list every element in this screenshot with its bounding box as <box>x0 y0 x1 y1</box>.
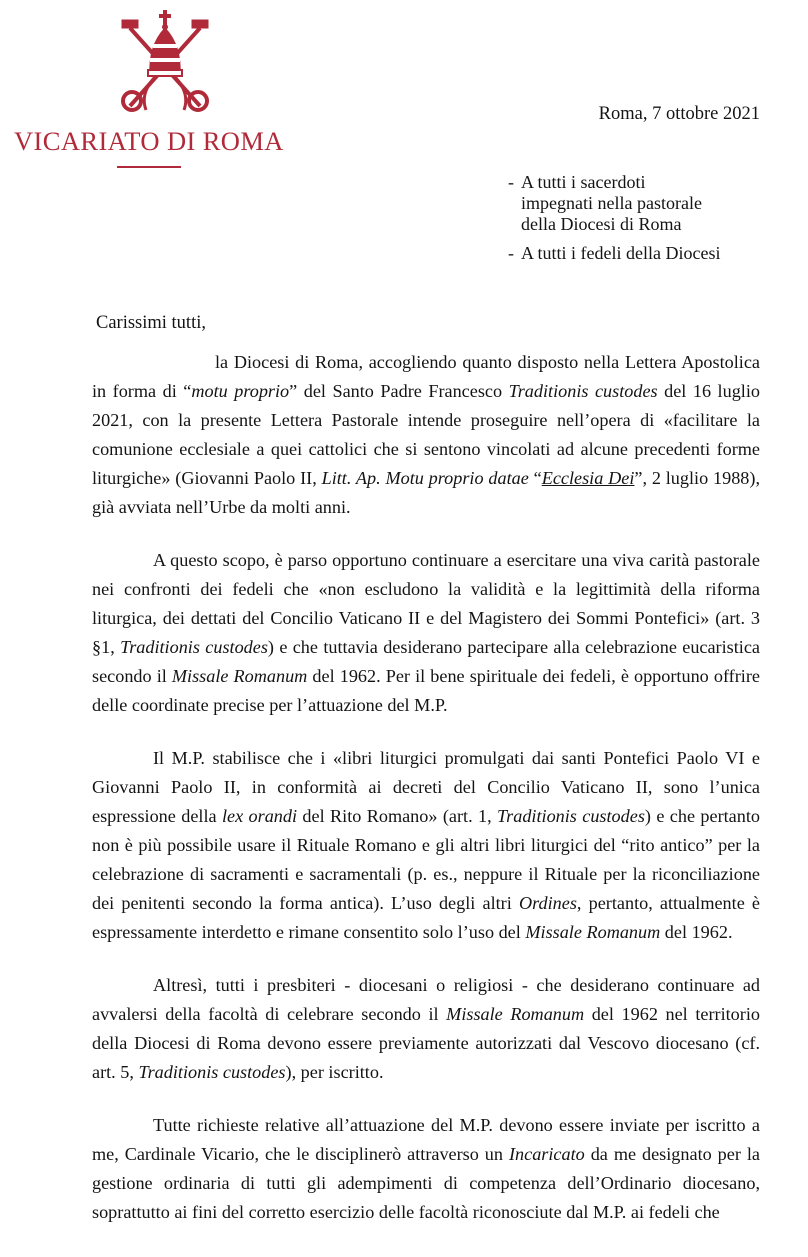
recipient-item <box>508 172 720 235</box>
paragraph-text-segment: ) e che tuttavia desiderano partecipare alla celebrazione eucaristica secondo il <box>92 637 761 686</box>
salutation: Carissimi tutti, <box>96 313 206 333</box>
recipient-line: A tutti i fedeli della Diocesi <box>521 243 721 263</box>
paragraph-text-segment: Missale Romanum <box>171 666 308 686</box>
paragraph-text-segment: lex orandi <box>221 806 298 826</box>
paragraph-text-segment: Missale Romanum <box>525 922 661 942</box>
paragraph-text-segment: Incaricato <box>508 1144 585 1164</box>
paragraph-text-segment: A questo scopo, è parso opportuno continuare a esercitare una viva carità pastorale nei confronti dei fedeli che «non escludono la validità e la legittimità della riforma liturgica, dei dettati del Concilio Vaticano II e del Magistero dei Sommi Pontefici» (art. 3 §1, <box>92 550 760 657</box>
paragraph-text-segment: la Diocesi di Roma, accogliendo quanto disposto nella Lettera Apostolica in forma di “ <box>92 352 760 401</box>
paragraph-text-segment: da me designato per la gestione ordinaria di tutti gli adempimenti di competenza dell’Ordinario diocesano, soprattutto ai fini del corretto esercizio delle facoltà riconosciute dal M.P. ai fedeli che <box>92 1144 760 1222</box>
body-paragraph <box>92 546 760 720</box>
papal-tiara-crossed-keys-icon <box>110 6 220 116</box>
paragraph-text-segment: Altresì, tutti i presbiteri - diocesani o religiosi - che desiderano continuare ad avvalersi della facoltà di celebrare secondo il <box>92 975 760 1024</box>
recipient-dash: - <box>508 243 514 263</box>
recipient-line: A tutti i sacerdoti <box>521 172 646 192</box>
paragraph-text-segment: ), per iscritto. <box>285 1062 384 1082</box>
paragraph-text-segment: del 1962 nel territorio della Diocesi di Roma devono essere previamente autorizzati dal Vescovo diocesano (cf. art. 5, <box>92 1004 760 1082</box>
paragraph-text-segment: ” del Santo Padre Francesco <box>289 381 509 401</box>
letter-body <box>92 348 760 1251</box>
paragraph-text-segment: Tutte richieste relative all’attuazione del M.P. devono essere inviate per iscritto a me, Cardinale Vicario, che le disciplinerò attraverso un <box>92 1115 760 1164</box>
recipient-lines <box>521 243 720 264</box>
body-paragraph <box>92 971 760 1087</box>
body-paragraph <box>92 348 760 522</box>
paragraph-text-segment: Ordines <box>518 893 577 913</box>
paragraph-text-segment: Traditionis custodes <box>497 806 645 826</box>
paragraph-text-segment: del 1962. <box>660 922 733 942</box>
paragraph-text-segment: Il M.P. stabilisce che i «libri liturgici promulgati dai santi Pontefici Paolo VI e Giovanni Paolo II, in conformità ai decreti del Concilio Vaticano II, sono l’unica espressione della <box>92 748 760 826</box>
organization-name: VICARIATO DI ROMA <box>14 126 284 156</box>
paragraph-text-segment: del Rito Romano» (art. 1, <box>297 806 498 826</box>
paragraph-text-segment: ”, 2 luglio 1988), già avviata nell’Urbe da molti anni. <box>92 468 760 517</box>
body-paragraph <box>92 1111 760 1227</box>
letter-date: Roma, 7 ottobre 2021 <box>598 104 760 124</box>
recipient-line: impegnati nella pastorale <box>521 193 702 213</box>
letterhead-divider <box>117 166 181 168</box>
recipient-list <box>508 172 720 272</box>
paragraph-text-segment: del 16 luglio 2021, con la presente Lettera Pastorale intende proseguire nell’opera di «facilitare la comunione ecclesiale a quei cattolici che si sentono vincolati ad alcune precedenti forme liturgiche» (Giovanni Paolo II, <box>92 381 760 488</box>
paragraph-text-segment: “ <box>528 468 542 488</box>
paragraph-text-segment: motu proprio <box>191 381 290 401</box>
paragraph-text-segment: ) e che pertanto non è più possibile usare il Rituale Romano e gli altri libri liturgici del “rito antico” per la celebrazione di sacramenti e sacramentali (p. es., neppure il Rituale per la riconciliazione dei penitenti secondo la forma antica). L’uso degli altri <box>92 806 760 913</box>
recipient-lines <box>521 172 702 235</box>
paragraph-text-segment: Ecclesia Dei <box>541 468 635 488</box>
recipient-line: della Diocesi di Roma <box>521 214 682 234</box>
paragraph-text-segment: del 1962. Per il bene spirituale dei fedeli, è opportuno offrire delle coordinate precise per l’attuazione del M.P. <box>92 666 760 715</box>
paragraph-text-segment: , pertanto, attualmente è espressamente interdetto e rimane consentito solo l’uso del <box>92 893 761 942</box>
paragraph-text-segment: Traditionis custodes <box>508 381 658 401</box>
paragraph-text-segment: Traditionis custodes <box>138 1062 286 1082</box>
recipient-dash: - <box>508 172 514 192</box>
recipient-item <box>508 243 720 264</box>
paragraph-text-segment: Litt. Ap. Motu proprio datae <box>321 468 529 488</box>
body-paragraph <box>92 744 760 947</box>
paragraph-text-segment: Missale Romanum <box>446 1004 585 1024</box>
paragraph-text-segment: Traditionis custodes <box>120 637 268 657</box>
